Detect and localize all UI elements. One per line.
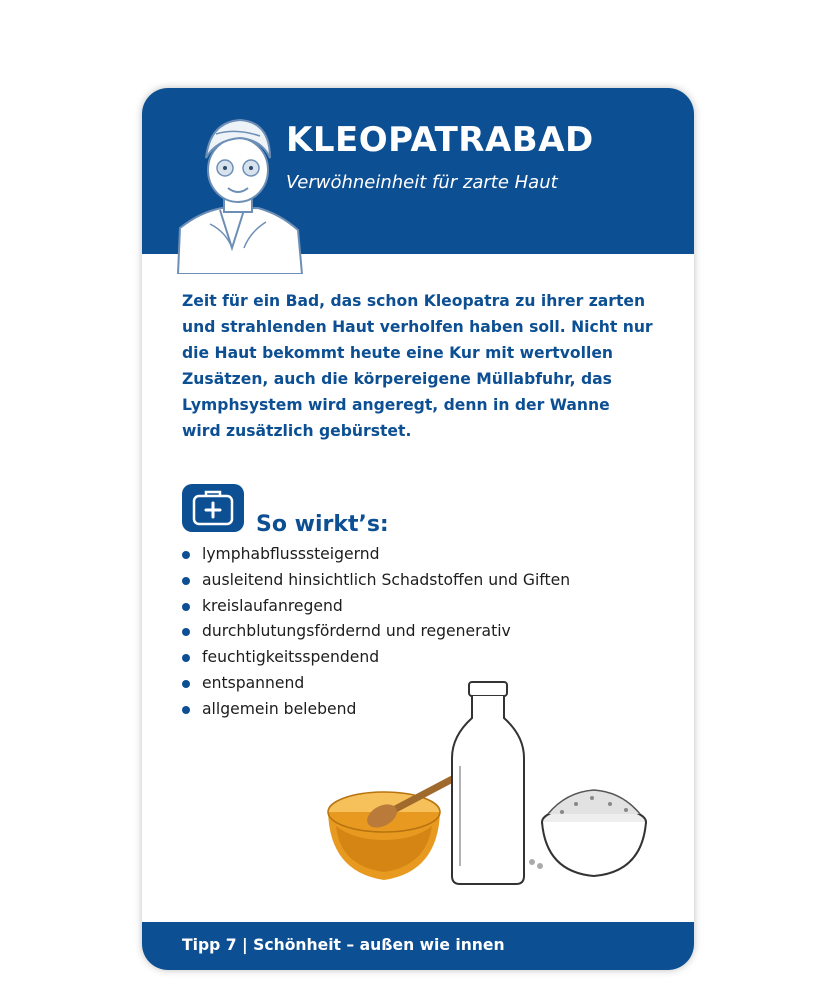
effect-label: allgemein belebend [202,699,357,718]
effect-label: kreislaufanregend [202,596,343,615]
bullet-icon [182,628,190,636]
tip-card [142,88,694,970]
bullet-icon [182,654,190,662]
list-item [182,619,570,645]
effect-label: lymphabflusssteigernd [202,545,380,563]
intro-line: die Haut bekommt heute eine Kur mit wertvollen [182,344,613,362]
effect-label: durchblutungsfördernd und regenerativ [202,622,511,641]
card-subtitle: Verwöhneinheit für zarte Haut [286,172,558,193]
effect-label: entspannend [202,673,305,692]
intro-line: und strahlenden Haut verholfen haben soll. Nicht nur [182,318,653,336]
effect-label: ausleitend hinsichtlich Schadstoffen und Giften [202,570,571,589]
bath-ingredients-illustration [326,676,666,896]
card-header [142,88,694,254]
bullet-icon [182,603,190,611]
bullet-icon [182,551,190,559]
intro-line: Lymphsystem wird angeregt, denn in der Wanne [182,396,610,414]
list-item [182,645,570,671]
footer-text: Tipp 7 | Schönheit – außen wie innen [182,936,505,954]
intro-line: Zeit für ein Bad, das schon Kleopatra zu ihrer zarten [182,292,646,310]
bullet-icon [182,706,190,714]
card-footer [142,922,694,970]
card-title: KLEOPATRABAD [286,120,594,160]
salt-bowl-illustration [529,790,646,876]
effect-label: feuchtigkeitsspendend [202,648,380,667]
list-item [182,542,570,568]
bullet-icon [182,680,190,688]
intro-text [182,288,672,444]
intro-line: Zusätzen, auch die körpereigene Müllabfuhr, das [182,370,612,388]
milk-bottle-illustration [452,682,524,884]
first-aid-kit-icon [182,484,244,532]
list-item [182,594,570,620]
list-item [182,568,570,594]
bullet-icon [182,577,190,585]
effects-title: So wirkt’s: [256,512,389,537]
intro-line: wird zusätzlich gebürstet. [182,422,412,440]
